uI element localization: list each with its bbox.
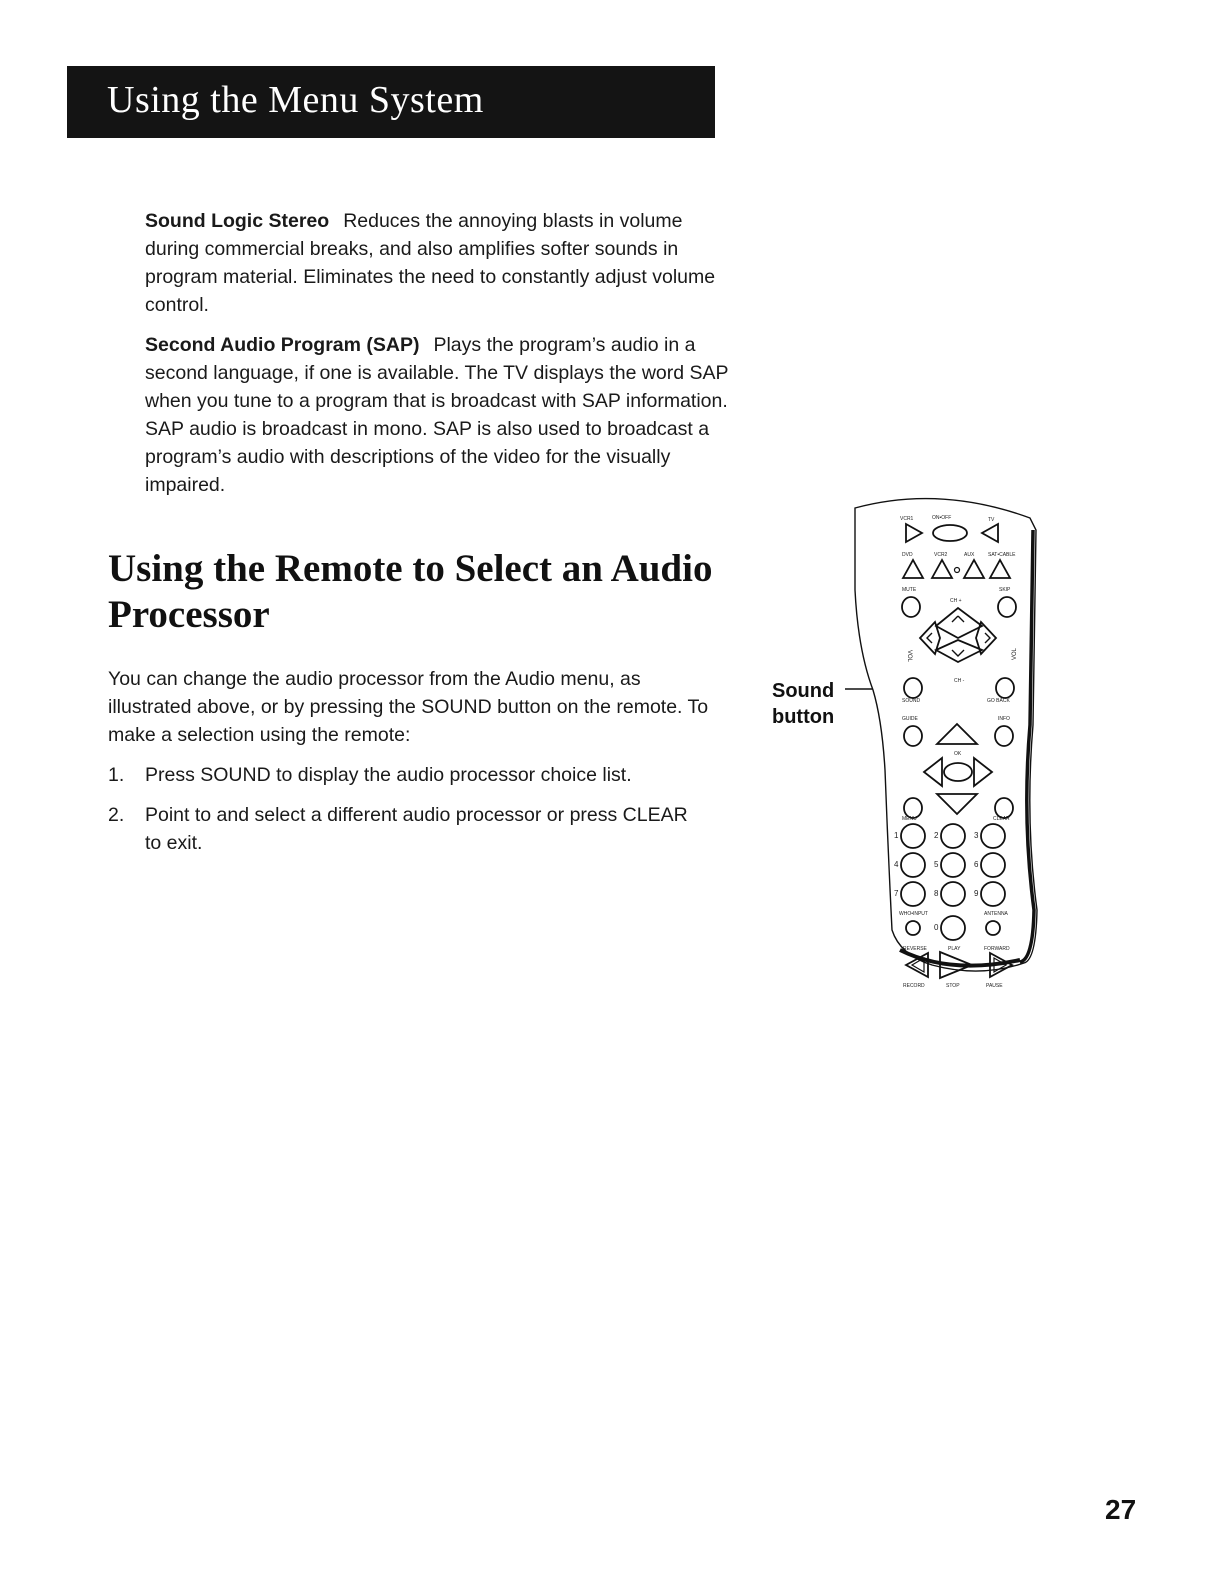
step-text: Point to and select a different audio processor or press CLEAR to exit.	[145, 804, 688, 854]
step-text: Press SOUND to display the audio processor choice list.	[145, 764, 632, 786]
remote-label: TV	[988, 517, 995, 523]
remote-label: VOL	[1012, 647, 1018, 660]
remote-label: VOL	[906, 650, 912, 663]
remote-label: GUIDE	[902, 716, 918, 722]
callout-line: button	[772, 706, 835, 728]
section-intro: You can change the audio processor from the Audio menu, as illustrated above, or by pressing the SOUND button on the remote. To make a selection using the remote:	[108, 668, 709, 746]
remote-label: REVERSE	[903, 946, 927, 952]
remote-label: CLEAR	[993, 816, 1010, 822]
remote-label: 9	[974, 889, 979, 898]
remote-label: WHO•INPUT	[899, 911, 928, 917]
remote-illustration	[840, 490, 1060, 990]
remote-label: SAT•CABLE	[988, 552, 1016, 558]
remote-label: MENU	[902, 816, 917, 822]
definition-term: Second Audio Program (SAP)	[145, 334, 420, 356]
remote-label: FORWARD	[984, 946, 1010, 952]
section-heading: Using the Remote to Select an Audio Processor	[108, 547, 713, 636]
remote-label: RECORD	[903, 983, 925, 989]
remote-label: ON•OFF	[932, 515, 952, 521]
remote-label: CH -	[954, 678, 965, 684]
step-number: 1.	[108, 764, 125, 786]
remote-label: 1	[894, 831, 899, 840]
step-number: 2.	[108, 804, 125, 826]
remote-label: 8	[934, 889, 939, 898]
remote-label: MUTE	[902, 587, 917, 593]
remote-label: 4	[894, 860, 899, 869]
remote-label: GO BACK	[987, 698, 1010, 704]
remote-label: 2	[934, 831, 939, 840]
remote-label: AUX	[964, 552, 975, 558]
page-title: Using the Menu System	[107, 79, 484, 121]
remote-label: OK	[954, 751, 962, 757]
remote-label: 5	[934, 860, 939, 869]
remote-label: VCR1	[900, 516, 914, 522]
remote-label: 0	[934, 923, 939, 932]
remote-label: PLAY	[948, 946, 961, 952]
remote-label: DVD	[902, 552, 913, 558]
remote-label: STOP	[946, 983, 960, 989]
definition-term: Sound Logic Stereo	[145, 210, 330, 232]
remote-label: SOUND	[902, 698, 921, 704]
remote-label: 6	[974, 860, 979, 869]
remote-label: PAUSE	[986, 983, 1003, 989]
callout-line: Sound	[772, 680, 835, 702]
remote-label: SKIP	[999, 587, 1011, 593]
definition-text: Reduces the annoying blasts in volume during commercial breaks, and also amplifies softer sounds in program material. Eliminates the need to constantly adjust volume control.	[145, 210, 716, 316]
definition-sap	[145, 331, 730, 499]
remote-label: INFO	[998, 716, 1010, 722]
remote-label: ANTENNA	[984, 911, 1008, 917]
remote-label: 3	[974, 831, 979, 840]
page-number: 27	[1105, 1494, 1137, 1525]
definition-sound-logic	[145, 207, 730, 319]
definition-text: Plays the program’s audio in a second language, if one is available. The TV displays the word SAP when you tune to a program that is broadcast with SAP information. SAP audio is broadcast in mono. SAP is also used to broadcast a program’s audio with descriptions of the video for the visually impaired.	[145, 334, 729, 496]
header-bar	[67, 66, 715, 138]
remote-label: CH +	[950, 598, 962, 604]
remote-label: VCR2	[934, 552, 948, 558]
remote-label: 7	[894, 889, 899, 898]
